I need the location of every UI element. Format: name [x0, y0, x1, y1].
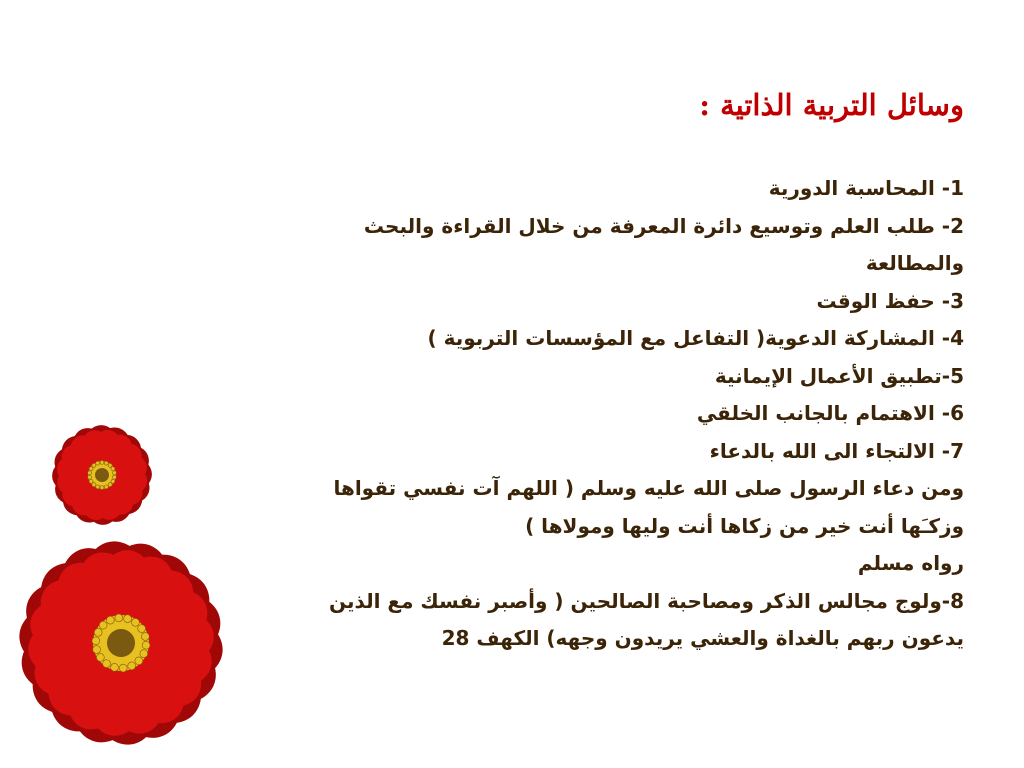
- list-item-4: 4- المشاركة الدعوية( التفاعل مع المؤسسات التربوية ): [427, 326, 964, 350]
- list-item-6: 6- الاهتمام بالجانب الخلقي: [696, 401, 964, 425]
- list-item-7: 7- الالتجاء الى الله بالدعاء: [709, 438, 964, 463]
- slide-title: وسائل التربية الذاتية :: [699, 88, 964, 122]
- quote-source: رواه مسلم: [857, 551, 964, 575]
- list-item-2: 2- طلب العلم وتوسيع دائرة المعرفة من خلال القراءة والبحث والمطالعة: [363, 213, 964, 275]
- list-item-1: 1- المحاسبة الدورية: [768, 176, 964, 200]
- red-flower-small-icon: [46, 424, 158, 526]
- list-item-8: 8-ولوج مجالس الذكر ومصاحبة الصالحين ( وأصبر نفسك مع الذين يدعون ربهم بالغداة والعشي يريدون وجهه) الكهف 28: [329, 588, 964, 650]
- red-flower-large-icon: [18, 538, 224, 748]
- list-item-5: 5-تطبيق الأعمال الإيمانية: [714, 363, 964, 388]
- prayer-quote: ومن دعاء الرسول صلى الله عليه وسلم ( اللهم آت نفسي تقواها وزكـَها أنت خير من زكاها أنت وليها ومولاها ): [333, 476, 964, 538]
- slide-body: [274, 170, 964, 658]
- list-item-3: 3- حفظ الوقت: [816, 288, 964, 313]
